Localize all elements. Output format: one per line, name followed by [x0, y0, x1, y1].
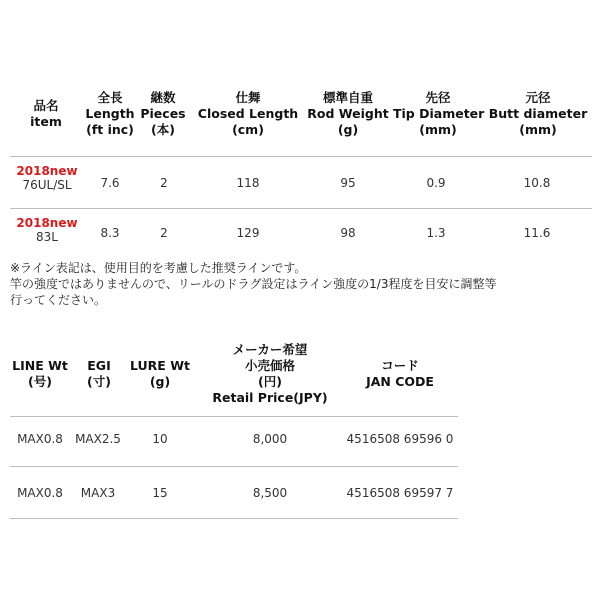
rod-weight-cell: 98	[340, 226, 356, 240]
header-length: 全長 Length (ft inc)	[85, 90, 135, 137]
header-rod-weight: 標準自重 Rod Weight (g)	[307, 90, 389, 137]
length-cell: 7.6	[100, 176, 120, 190]
pieces-cell: 2	[160, 226, 168, 240]
tip-diameter-cell: 0.9	[426, 176, 446, 190]
table2-bottom-divider	[10, 518, 458, 519]
table-row	[0, 214, 600, 258]
note-line: 竿の強度ではありませんので、リールのドラグ設定はライン強度の1/3程度を目安に調整等	[10, 277, 497, 291]
jan-code-cell: 4516508 69596 0	[346, 432, 454, 446]
item-cell	[14, 164, 80, 192]
header-closed-length: 仕舞 Closed Length (cm)	[197, 90, 299, 137]
model-name: 83L	[36, 230, 58, 244]
lure-wt-cell: 10	[152, 432, 168, 446]
item-cell	[14, 216, 80, 244]
header-lure-wt: LURE Wt (g)	[130, 358, 190, 389]
closed-length-cell: 129	[236, 226, 260, 240]
note-line: ※ライン表記は、使用目的を考慮した推奨ラインです。	[10, 261, 307, 275]
lure-wt-cell: 15	[152, 486, 168, 500]
model-name: 76UL/SL	[22, 178, 72, 192]
table-row	[0, 482, 600, 506]
new-badge: 2018new	[16, 164, 78, 178]
egi-cell: MAX2.5	[75, 432, 121, 446]
table-row	[0, 162, 600, 206]
table1-row-divider	[10, 208, 592, 209]
table2-row-divider	[10, 466, 458, 467]
line-wt-cell: MAX0.8	[17, 432, 63, 446]
header-tip-diameter: 先径 Tip Diameter (mm)	[393, 90, 485, 137]
closed-length-cell: 118	[236, 176, 260, 190]
butt-diameter-cell: 10.8	[523, 176, 551, 190]
table2-header-divider	[10, 416, 458, 417]
header-item: 品名 item	[30, 98, 62, 129]
jan-code-cell: 4516508 69597 7	[346, 486, 454, 500]
notes	[10, 260, 590, 308]
header-pieces: 継数 Pieces (本)	[140, 90, 186, 137]
egi-cell: MAX3	[80, 486, 116, 500]
header-egi: EGI (寸)	[87, 358, 111, 389]
new-badge: 2018new	[16, 216, 78, 230]
line-wt-cell: MAX0.8	[17, 486, 63, 500]
retail-price-cell: 8,500	[252, 486, 288, 500]
pieces-cell: 2	[160, 176, 168, 190]
note-line: 行ってください。	[10, 293, 107, 307]
header-line-wt: LINE Wt (号)	[12, 358, 68, 389]
length-cell: 8.3	[100, 226, 120, 240]
header-jan-code: コード JAN CODE	[366, 358, 434, 389]
header-butt-diameter: 元径 Butt diameter (mm)	[488, 90, 588, 137]
rod-weight-cell: 95	[340, 176, 356, 190]
tip-diameter-cell: 1.3	[426, 226, 446, 240]
butt-diameter-cell: 11.6	[523, 226, 551, 240]
header-retail-price: メーカー希望 小売価格 (円) Retail Price(JPY)	[212, 342, 328, 405]
table-row	[0, 428, 600, 452]
table1-header-divider	[10, 156, 592, 157]
retail-price-cell: 8,000	[252, 432, 288, 446]
